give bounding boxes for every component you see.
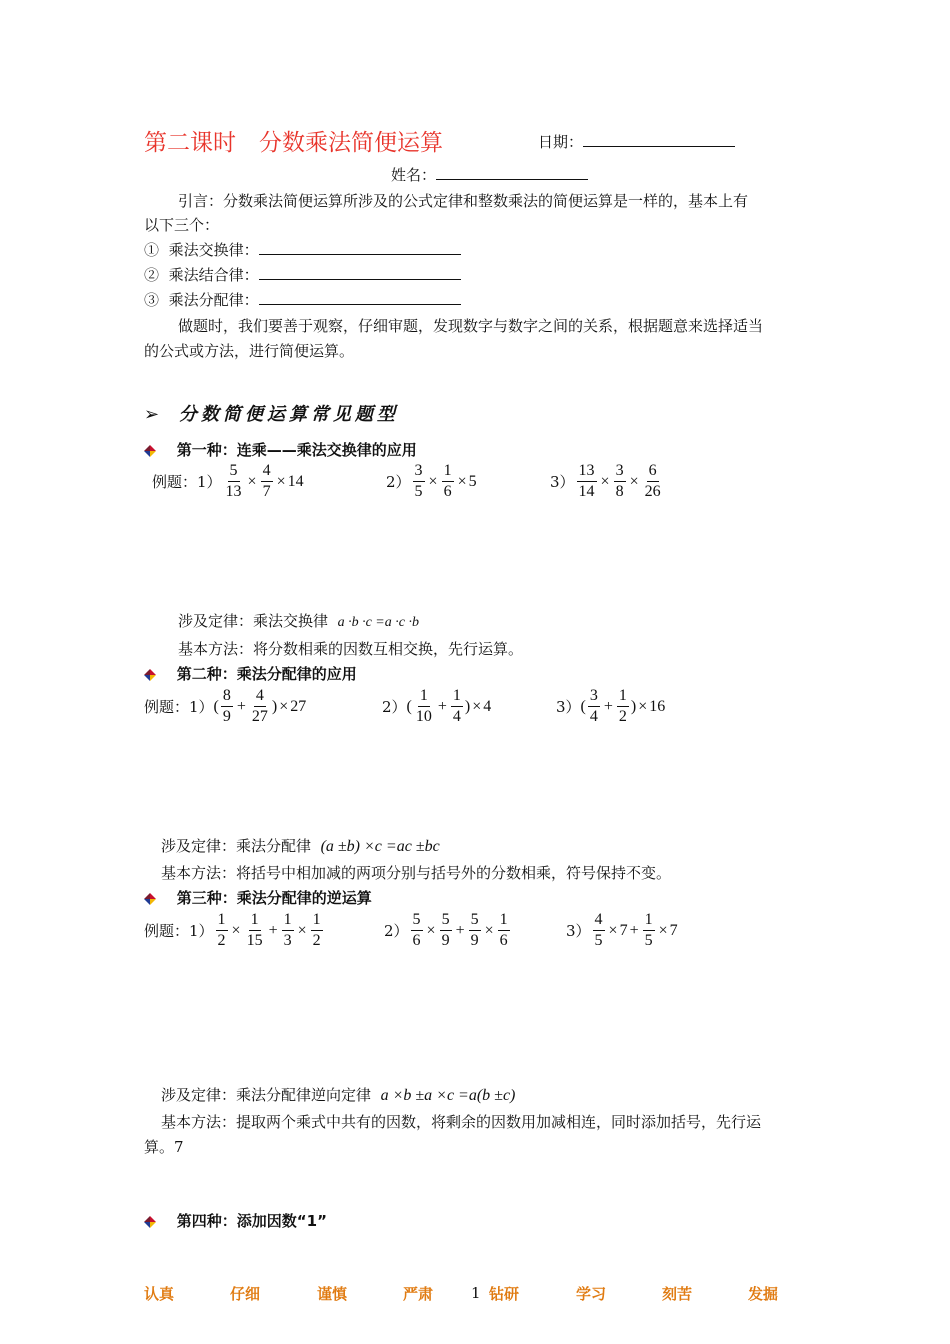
formula: a ·b ·c =a ·c ·b — [337, 615, 419, 630]
type-2-title-text: 第二种：乘法分配律的应用 — [176, 665, 357, 683]
bullet-icon — [144, 669, 156, 681]
t2-example-1-wrap: 例题：1） ( $\frac{8}{9}$ + $\frac{4}{27}$ ) × 27 — [144, 687, 307, 725]
footer-word: 严肃 — [403, 1285, 434, 1303]
t1-example-3: $\frac{13}{14}$ × $\frac{3}{8}$ × $\frac{6}{26}$ — [578, 462, 661, 500]
tip-line-2: 的公式或方法，进行简便运算。 — [144, 342, 355, 360]
footer-word: 学习 — [576, 1285, 607, 1303]
tip-line-1: 做题时，我们要善于观察，仔细审题，发现数字与数字之间的关系，根据题意来选择适当 — [178, 317, 764, 335]
section-heading-text: 分数简便运算常见题型 — [178, 404, 399, 425]
type-3-title — [144, 887, 372, 908]
intro-line-2: 以下三个： — [144, 216, 220, 234]
arrow-icon: ➢ — [144, 404, 160, 425]
t3-example-1: $\frac{1}{2}$ × $\frac{1}{15}$ + $\frac{1}{3}$ × $\frac{1}{2}$ — [217, 911, 321, 949]
name-blank — [436, 165, 588, 180]
t1-example-3-wrap: 3） $\frac{13}{14}$ × $\frac{3}{8}$ × $\frac{6}{26}$ — [550, 463, 665, 500]
t2-example-2: ( $\frac{1}{10}$ + $\frac{1}{4}$ ) × 4 — [406, 687, 492, 725]
type-1-title-text: 第一种：连乘——乘法交换律的应用 — [176, 441, 417, 459]
law-label: 乘法分配律： — [168, 291, 259, 309]
type-3-method-2: 算。7 — [144, 1138, 184, 1156]
law-blank — [259, 290, 461, 305]
date-label: 日期： — [538, 133, 584, 151]
page-number: 1 — [471, 1284, 481, 1302]
footer-word: 仔细 — [230, 1285, 261, 1303]
t2-example-3: ( $\frac{3}{4}$ + $\frac{1}{2}$ ) × 16 — [580, 687, 666, 725]
t2-example-1: ( $\frac{8}{9}$ + $\frac{4}{27}$ ) × 27 — [213, 687, 307, 725]
t3-example-2: $\frac{5}{6}$ × $\frac{5}{9}$ + $\frac{5}{9}$ × $\frac{1}{6}$ — [412, 911, 508, 949]
type-2-title — [144, 663, 357, 684]
law-label: 乘法交换律： — [168, 241, 259, 259]
section-heading — [144, 400, 399, 426]
type-1-examples — [152, 463, 304, 500]
page-title: 第二课时 分数乘法简便运算 — [144, 130, 443, 156]
type-1-method: 基本方法：将分数相乘的因数互相交换，先行运算。 — [178, 640, 524, 658]
name-field — [391, 164, 588, 185]
law-marker: ① — [144, 241, 160, 259]
example-label: 例题：1） — [152, 473, 222, 491]
t3-example-3-wrap: 3） $\frac{4}{5}$ × 7 + $\frac{1}{5}$ × 7 — [566, 911, 678, 949]
type-3-title-text: 第三种：乘法分配律的逆运算 — [176, 889, 372, 907]
law-item-3 — [144, 289, 461, 310]
type-1-law: 涉及定律：乘法交换律 a ·b ·c =a ·c ·b — [178, 612, 419, 630]
bullet-icon — [144, 893, 156, 905]
t2-example-2-wrap: 2） ( $\frac{1}{10}$ + $\frac{1}{4}$ ) × 4 — [382, 687, 492, 725]
bullet-icon — [144, 1216, 156, 1228]
t1-example-2-wrap: 2） $\frac{3}{5}$ × $\frac{1}{6}$ × 5 — [386, 462, 477, 500]
law-marker: ② — [144, 266, 160, 284]
type-2-method: 基本方法：将括号中相加减的两项分别与括号外的分数相乘，符号保持不变。 — [161, 864, 672, 882]
t1-example-2: $\frac{3}{5}$ × $\frac{1}{6}$ × 5 — [414, 462, 477, 500]
footer-word: 钻研 — [489, 1285, 520, 1303]
t3-example-1-wrap: 例题：1） $\frac{1}{2}$ × $\frac{1}{15}$ + $\frac{1}{3}$ × $\frac{1}{2}$ — [144, 912, 325, 949]
date-blank — [583, 132, 735, 147]
law-item-2 — [144, 264, 461, 285]
type-3-method-1: 基本方法：提取两个乘式中共有的因数，将剩余的因数用加减相连，同时添加括号，先行运 — [161, 1113, 762, 1131]
law-item-1 — [144, 239, 461, 260]
t3-example-3: $\frac{4}{5}$ × 7 + $\frac{1}{5}$ × 7 — [594, 911, 678, 949]
law-label: 乘法结合律： — [168, 266, 259, 284]
bullet-icon — [144, 445, 156, 457]
footer-word: 认真 — [144, 1285, 175, 1303]
formula: (a ±b) ×c =ac ±bc — [320, 838, 440, 855]
date-field — [538, 131, 735, 152]
type-2-law: 涉及定律：乘法分配律 (a ±b) ×c =ac ±bc — [161, 837, 440, 855]
law-marker: ③ — [144, 291, 160, 309]
footer-word: 谨慎 — [317, 1285, 348, 1303]
footer-word: 发掘 — [748, 1285, 779, 1303]
type-4-title — [144, 1210, 327, 1231]
name-label: 姓名： — [391, 166, 437, 184]
formula: a ×b ±a ×c =a(b ±c) — [380, 1087, 516, 1104]
type-1-title — [144, 439, 417, 460]
intro-line-1: 引言：分数乘法简便运算所涉及的公式定律和整数乘法的简便运算是一样的，基本上有 — [178, 192, 749, 210]
footer-word: 刻苦 — [662, 1285, 693, 1303]
t2-example-3-wrap: 3） ( $\frac{3}{4}$ + $\frac{1}{2}$ ) × 16 — [556, 687, 666, 725]
t1-example-1: $\frac{5}{13}$ × $\frac{4}{7}$ × 14 — [225, 462, 304, 500]
type-4-title-text: 第四种：添加因数“1” — [176, 1212, 327, 1230]
t3-example-2-wrap: 2） $\frac{5}{6}$ × $\frac{5}{9}$ + $\frac{5}{9}$ × $\frac{1}{6}$ — [384, 912, 512, 949]
type-3-law: 涉及定律：乘法分配律逆向定律 a ×b ±a ×c =a(b ±c) — [161, 1086, 516, 1104]
law-blank — [259, 265, 461, 280]
law-blank — [259, 240, 461, 255]
